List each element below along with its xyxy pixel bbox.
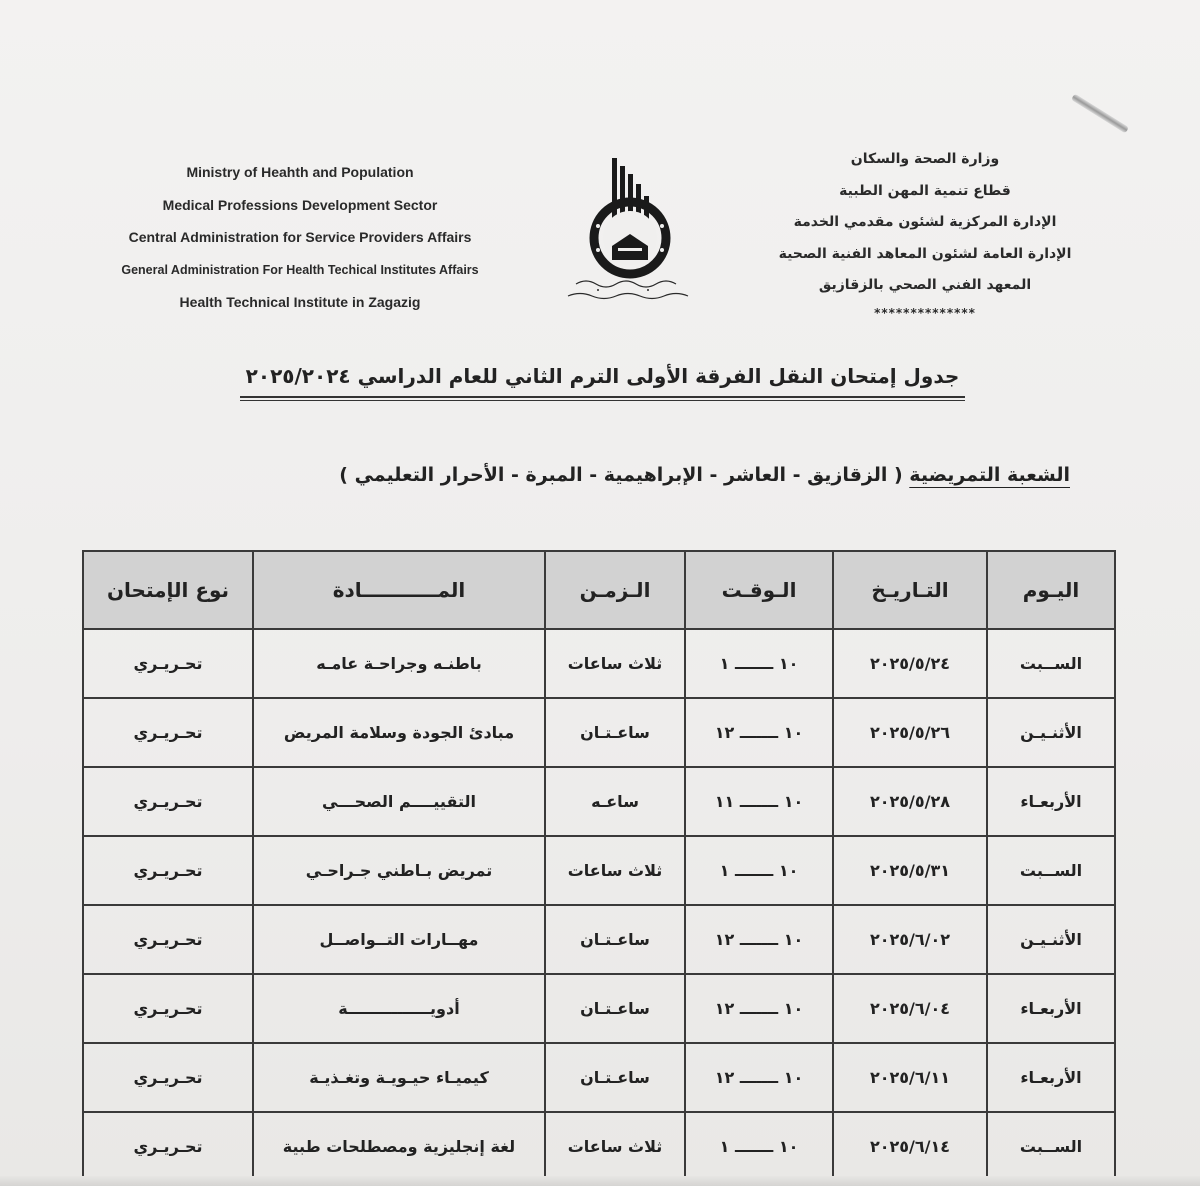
cell-subject: كيميـاء حيـويـة وتغـذيـة (253, 1043, 545, 1112)
table-header-row (83, 551, 1115, 629)
cell-duration: ثلاث ساعات (545, 629, 685, 698)
cell-subject: مهــارات التــواصــل (253, 905, 545, 974)
cell-duration: ساعـتـان (545, 1043, 685, 1112)
cell-duration: ساعـه (545, 767, 685, 836)
cell-time: ١٠ ـــــــ ١١ (685, 767, 833, 836)
cell-subject: أدويـــــــــــــــة (253, 974, 545, 1043)
cell-subject: باطنـه وجراحـة عامـه (253, 629, 545, 698)
cell-day: الســبت (987, 836, 1115, 905)
cell-exam-type: تحـريـري (83, 1112, 253, 1181)
exam-schedule-table (82, 550, 1116, 1182)
header-date: التـاريـخ (833, 551, 987, 629)
ministry-name-ar: وزارة الصحة والسكان (850, 151, 1000, 167)
arabic-header (760, 144, 1090, 324)
cell-time: ١٠ ـــــــ ١ (685, 836, 833, 905)
cell-exam-type: تحـريـري (83, 905, 253, 974)
cell-duration: ساعـتـان (545, 698, 685, 767)
cell-time: ١٠ ـــــــ ١٢ (685, 905, 833, 974)
central-admin-ar: الإدارة المركزية لشئون مقدمي الخدمة (793, 214, 1057, 230)
cell-duration: ساعـتـان (545, 905, 685, 974)
cell-day: الأربعـاء (987, 767, 1115, 836)
cell-subject: مبادئ الجودة وسلامة المريض (253, 698, 545, 767)
staple (1071, 94, 1129, 134)
cell-day: الســبت (987, 629, 1115, 698)
cell-duration: ثلاث ساعات (545, 836, 685, 905)
cell-time: ١٠ ـــــــ ١ (685, 1112, 833, 1181)
cell-exam-type: تحـريـري (83, 767, 253, 836)
cell-subject: تمريض بـاطني جـراحـي (253, 836, 545, 905)
english-header (70, 156, 530, 319)
cell-day: الأربعـاء (987, 974, 1115, 1043)
ministry-name-en: Ministry of Heahth and Population (186, 164, 414, 180)
cell-subject: لغة إنجليزية ومصطلحات طبية (253, 1112, 545, 1181)
table-row (83, 1043, 1115, 1112)
cell-day: الســبت (987, 1112, 1115, 1181)
cell-date: ٢٠٢٥/٥/٣١ (833, 836, 987, 905)
general-admin-ar: الإدارة العامة لشئون المعاهد الفنية الصحية (778, 245, 1072, 262)
header-day: اليـوم (987, 551, 1115, 629)
table-row (83, 698, 1115, 767)
cell-day: الأربعـاء (987, 1043, 1115, 1112)
header-exam-type: نوع الإمتحان (83, 551, 253, 629)
general-admin-en: General Administration For Health Techical Institutes Affairs (121, 262, 479, 277)
cell-time: ١٠ ـــــــ ١٢ (685, 974, 833, 1043)
table-row (83, 905, 1115, 974)
table-row (83, 767, 1115, 836)
institute-name-en: Health Technical Institute in Zagazig (179, 294, 421, 310)
cell-subject: التقييــــم الصحـــي (253, 767, 545, 836)
department-label: الشعبة التمريضية (909, 464, 1070, 486)
table-row (83, 836, 1115, 905)
cell-time: ١٠ ـــــــ ١٢ (685, 1043, 833, 1112)
cell-time: ١٠ ـــــــ ١٢ (685, 698, 833, 767)
table-row (83, 1112, 1115, 1181)
cell-exam-type: تحـريـري (83, 698, 253, 767)
cell-duration: ثلاث ساعات (545, 1112, 685, 1181)
sector-name-en: Medical Professions Development Sector (162, 196, 438, 213)
page-bottom-edge (0, 1176, 1200, 1186)
department-line (330, 464, 1070, 486)
central-admin-en: Central Administration for Service Providers Affairs (128, 229, 472, 245)
logo-handwritten-caption (558, 276, 698, 306)
header-time: الـوقـت (685, 551, 833, 629)
cell-date: ٢٠٢٥/٥/٢٨ (833, 767, 987, 836)
department-branches: ( الزقازيق - العاشر - الإبراهيمية - المبرة - الأحرار التعليمي ) (339, 464, 903, 486)
cell-date: ٢٠٢٥/٦/٠٢ (833, 905, 987, 974)
table-row (83, 974, 1115, 1043)
sector-name-ar: قطاع تنمية المهن الطبية (839, 182, 1011, 199)
cell-date: ٢٠٢٥/٥/٢٤ (833, 629, 987, 698)
title-underline (240, 396, 965, 398)
cell-day: الأثنـيـن (987, 905, 1115, 974)
document-title: جدول إمتحان النقل الفرقة الأولى الترم الثاني للعام الدراسي ٢٠٢٥/٢٠٢٤ (245, 364, 960, 388)
institute-name-ar: المعهد الفني الصحي بالزقازيق (818, 277, 1032, 293)
cell-date: ٢٠٢٥/٦/١٤ (833, 1112, 987, 1181)
cell-duration: ساعـتـان (545, 974, 685, 1043)
cell-exam-type: تحـريـري (83, 836, 253, 905)
cell-exam-type: تحـريـري (83, 1043, 253, 1112)
table-row (83, 629, 1115, 698)
cell-date: ٢٠٢٥/٦/١١ (833, 1043, 987, 1112)
cell-exam-type: تحـريـري (83, 974, 253, 1043)
header-duration: الـزمـن (545, 551, 685, 629)
cell-date: ٢٠٢٥/٥/٢٦ (833, 698, 987, 767)
title-underline-2 (240, 400, 965, 401)
header-subject: المـــــــــــادة (253, 551, 545, 629)
cell-time: ١٠ ـــــــ ١ (685, 629, 833, 698)
cell-exam-type: تحـريـري (83, 629, 253, 698)
cell-day: الأثنـيـن (987, 698, 1115, 767)
cell-date: ٢٠٢٥/٦/٠٤ (833, 974, 987, 1043)
header-stars-divider: ************** (874, 305, 976, 320)
